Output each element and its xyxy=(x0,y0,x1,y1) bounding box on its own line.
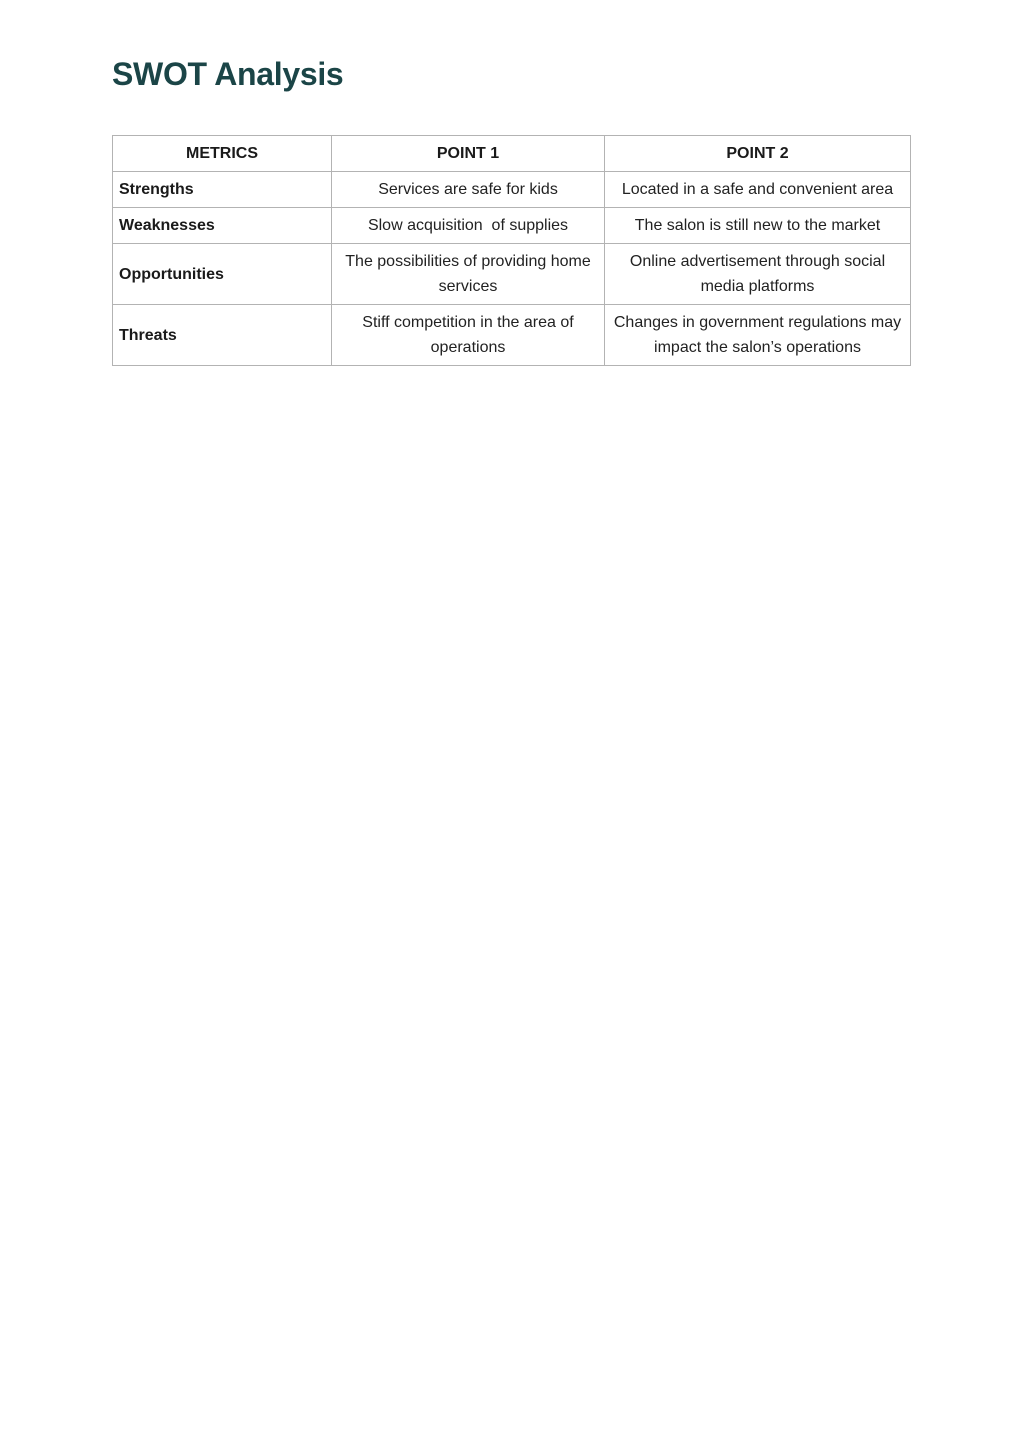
point-2-cell: The salon is still new to the market xyxy=(605,208,911,244)
table-row-opportunities xyxy=(113,244,911,305)
table-row-weaknesses xyxy=(113,208,911,244)
table-row-strengths xyxy=(113,172,911,208)
point-1-cell: The possibilities of providing home services xyxy=(332,244,605,305)
point-1-cell: Slow acquisition of supplies xyxy=(332,208,605,244)
column-header-point-2: POINT 2 xyxy=(605,136,911,172)
table-row-threats xyxy=(113,305,911,366)
metric-cell: Weaknesses xyxy=(113,208,332,244)
point-2-cell: Online advertisement through social media platforms xyxy=(605,244,911,305)
point-2-cell: Located in a safe and convenient area xyxy=(605,172,911,208)
point-1-cell: Services are safe for kids xyxy=(332,172,605,208)
swot-table xyxy=(112,135,911,366)
point-2-cell: Changes in government regulations may impact the salon’s operations xyxy=(605,305,911,366)
page-title: SWOT Analysis xyxy=(112,56,344,92)
column-header-metrics: METRICS xyxy=(113,136,332,172)
point-1-cell: Stiff competition in the area of operations xyxy=(332,305,605,366)
metric-cell: Threats xyxy=(113,305,332,366)
metric-cell: Opportunities xyxy=(113,244,332,305)
metric-cell: Strengths xyxy=(113,172,332,208)
table-header-row xyxy=(113,136,911,172)
column-header-point-1: POINT 1 xyxy=(332,136,605,172)
